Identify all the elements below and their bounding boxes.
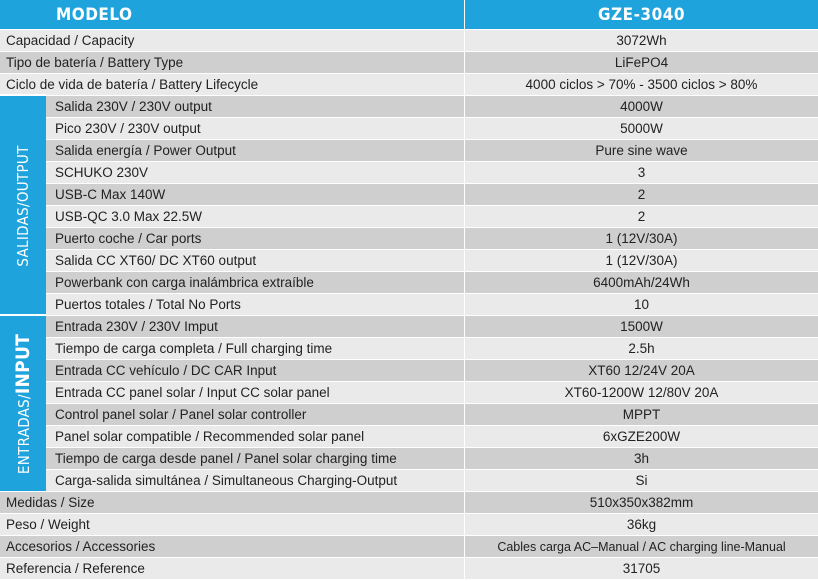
row-value: Cables carga AC–Manual / AC charging line-Manual <box>464 536 818 557</box>
table-row <box>0 491 818 513</box>
row-label: Puertos totales / Total No Ports <box>55 297 241 312</box>
table-row <box>0 513 818 535</box>
row-label: Carga-salida simultánea / Simultaneous Charging-Output <box>55 473 398 488</box>
row-value: XT60 12/24V 20A <box>464 360 818 381</box>
row-value: 31705 <box>464 558 818 579</box>
row-value: 36kg <box>464 514 818 535</box>
row-value: 1 (12V/30A) <box>464 228 818 249</box>
table-row <box>0 139 818 161</box>
table-row <box>0 381 818 403</box>
row-label: Entrada 230V / 230V Imput <box>55 319 218 334</box>
row-label: USB-C Max 140W <box>55 187 166 202</box>
row-value: 3h <box>464 448 818 469</box>
row-value: 1500W <box>464 316 818 337</box>
row-label: Referencia / Reference <box>6 561 145 576</box>
table-row <box>0 205 818 227</box>
row-value: 4000W <box>464 96 818 117</box>
row-label: Tiempo de carga completa / Full charging time <box>55 341 333 356</box>
table-row <box>0 557 818 579</box>
row-label: SCHUKO 230V <box>55 165 149 180</box>
row-label: Entrada CC panel solar / Input CC solar panel <box>55 385 330 400</box>
input-group-label-bold: INPUT <box>12 333 34 394</box>
row-value: 6xGZE200W <box>464 426 818 447</box>
row-value: LiFePO4 <box>464 52 818 73</box>
row-value: 3 <box>464 162 818 183</box>
row-value: 2 <box>464 206 818 227</box>
input-group-band <box>0 314 46 492</box>
table-row <box>0 117 818 139</box>
row-value: 2.5h <box>464 338 818 359</box>
input-group-label <box>12 333 34 473</box>
table-row <box>0 315 818 337</box>
row-label: Ciclo de vida de batería / Battery Lifecycle <box>6 77 259 92</box>
output-group-label: SALIDAS/OUTPUT <box>14 144 32 267</box>
output-group-band <box>0 94 46 316</box>
table-row <box>0 227 818 249</box>
row-label: Powerbank con carga inalámbrica extraíble <box>55 275 314 290</box>
row-value: 3072Wh <box>464 30 818 51</box>
table-row <box>0 359 818 381</box>
table-row <box>0 535 818 557</box>
row-label: Tiempo de carga desde panel / Panel solar charging time <box>55 451 397 466</box>
table-row <box>0 95 818 117</box>
row-label: Salida energía / Power Output <box>55 143 236 158</box>
row-value: Pure sine wave <box>464 140 818 161</box>
row-value: Si <box>464 470 818 491</box>
row-value: XT60-1200W 12/80V 20A <box>464 382 818 403</box>
row-label: Tipo de batería / Battery Type <box>6 55 184 70</box>
table-row <box>0 249 818 271</box>
table-row <box>0 293 818 315</box>
model-header-value: GZE-3040 <box>464 0 818 29</box>
table-row <box>0 447 818 469</box>
row-value: 510x350x382mm <box>464 492 818 513</box>
row-value: 2 <box>464 184 818 205</box>
table-row <box>0 403 818 425</box>
table-row <box>0 271 818 293</box>
row-label: Medidas / Size <box>6 495 95 510</box>
table-row <box>0 469 818 491</box>
row-label: Pico 230V / 230V output <box>55 121 201 136</box>
row-label: Salida CC XT60/ DC XT60 output <box>55 253 257 268</box>
row-value: 5000W <box>464 118 818 139</box>
table-row <box>0 183 818 205</box>
table-row <box>0 425 818 447</box>
row-label: Accesorios / Accessories <box>6 539 156 554</box>
model-header-label: MODELO <box>56 4 133 25</box>
table-row <box>0 29 818 51</box>
row-value: 10 <box>464 294 818 315</box>
row-label: Salida 230V / 230V output <box>55 99 212 114</box>
row-value: MPPT <box>464 404 818 425</box>
row-value: 1 (12V/30A) <box>464 250 818 271</box>
table-row <box>0 337 818 359</box>
table-row <box>0 161 818 183</box>
input-group-label-prefix: ENTRADAS/ <box>15 393 33 474</box>
table-row <box>0 51 818 73</box>
row-label: Peso / Weight <box>6 517 90 532</box>
row-label: Capacidad / Capacity <box>6 33 135 48</box>
table-row <box>0 73 818 95</box>
row-value: 4000 ciclos > 70% - 3500 ciclos > 80% <box>464 74 818 95</box>
row-label: Control panel solar / Panel solar controller <box>55 407 307 422</box>
row-label: USB-QC 3.0 Max 22.5W <box>55 209 203 224</box>
row-label: Panel solar compatible / Recommended solar panel <box>55 429 365 444</box>
row-label: Entrada CC vehículo / DC CAR Input <box>55 363 277 378</box>
row-label: Puerto coche / Car ports <box>55 231 202 246</box>
table-header <box>0 0 818 29</box>
row-value: 6400mAh/24Wh <box>464 272 818 293</box>
